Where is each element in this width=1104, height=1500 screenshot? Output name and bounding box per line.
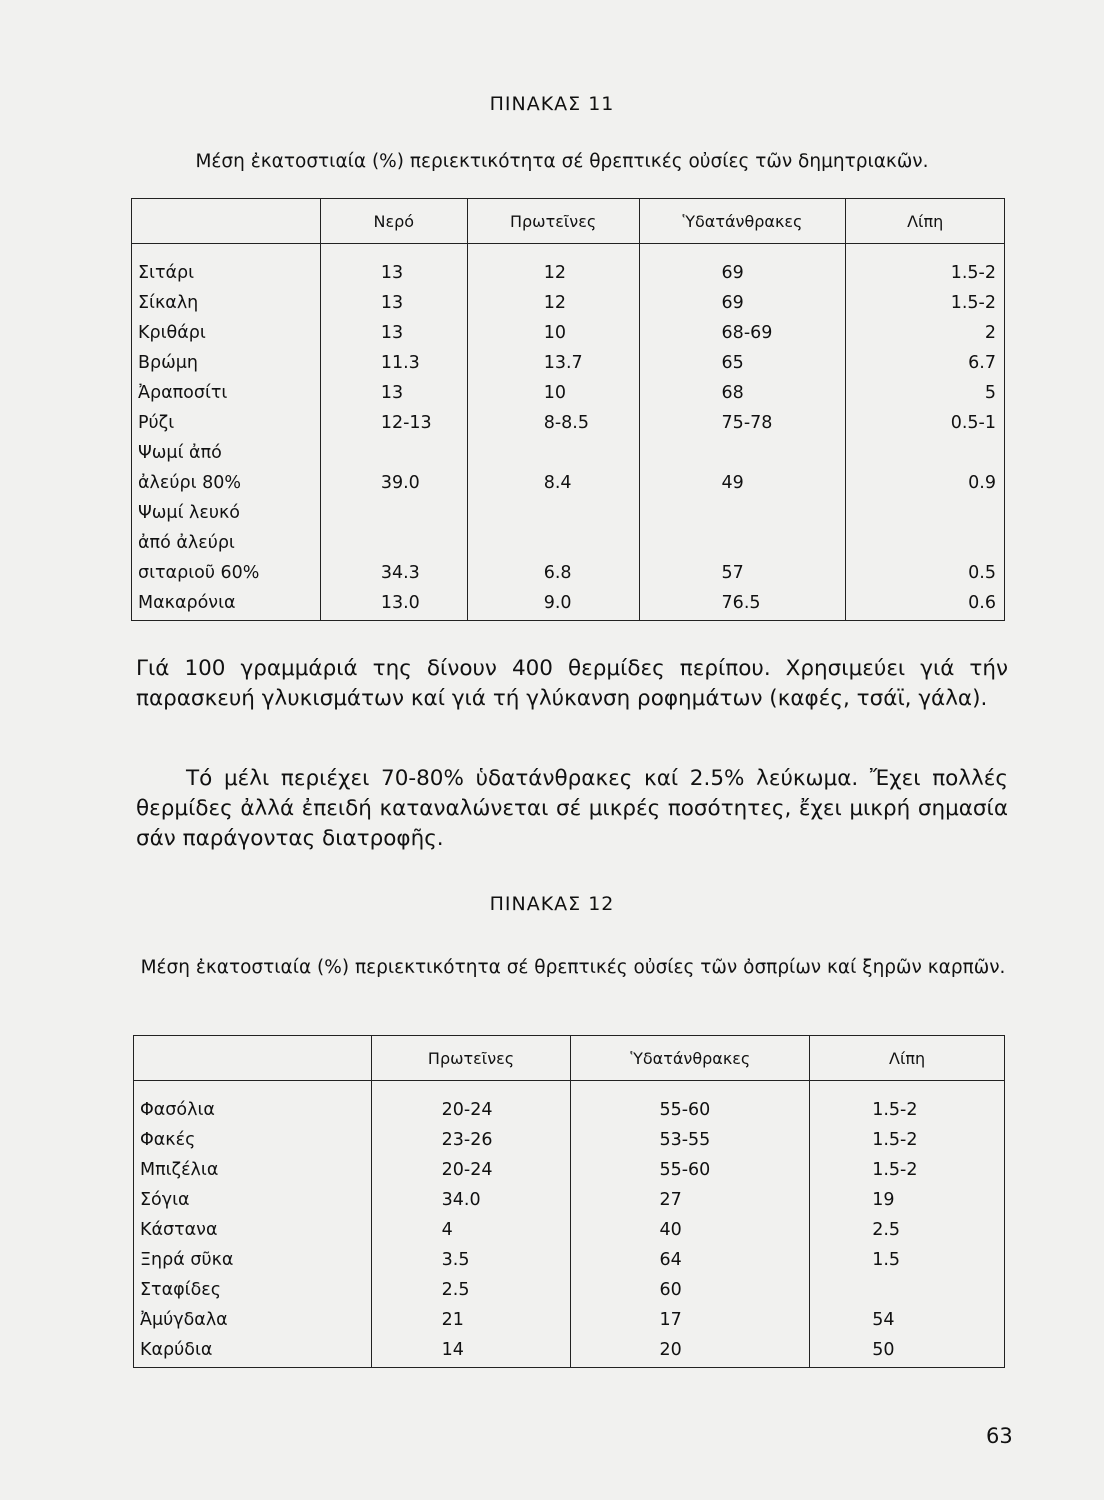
- table-cell: 6.8: [467, 498, 639, 588]
- table-cell: 57: [639, 498, 846, 588]
- table-cell: 0.5-1: [846, 408, 1005, 438]
- table-row: [134, 1275, 1005, 1305]
- table-cell: 13: [320, 244, 467, 289]
- row-label-line: Μπιζέλια: [140, 1160, 219, 1180]
- table-row: [132, 318, 1005, 348]
- table-cell: 19: [810, 1185, 1005, 1215]
- table-cell: 13.0: [320, 588, 467, 621]
- row-label: [132, 378, 321, 408]
- table-cell: 21: [371, 1305, 571, 1335]
- row-label: [132, 318, 321, 348]
- table-row: [132, 378, 1005, 408]
- table-cell: 8.4: [467, 438, 639, 498]
- table-cell: 1.5-2: [810, 1155, 1005, 1185]
- page-number: 63: [986, 1424, 1013, 1448]
- row-label-line: Μακαρόνια: [138, 593, 236, 613]
- table-cell: 10: [467, 318, 639, 348]
- table-cell: 68: [639, 378, 846, 408]
- table-cell: 2: [846, 318, 1005, 348]
- table-cell: 20: [571, 1335, 810, 1368]
- table12: [133, 1035, 1005, 1368]
- table-cell: 1.5-2: [810, 1081, 1005, 1126]
- table-cell: 65: [639, 348, 846, 378]
- table-cell: 13: [320, 378, 467, 408]
- table-cell: 34.0: [371, 1185, 571, 1215]
- row-label-line: Φασόλια: [140, 1100, 215, 1120]
- row-label-line: Ψωμί ἀπό: [138, 443, 222, 463]
- row-label: [134, 1215, 372, 1245]
- row-label-line: Ἀμύγδαλα: [140, 1310, 228, 1330]
- table-cell: 11.3: [320, 348, 467, 378]
- table-cell: 0.6: [846, 588, 1005, 621]
- table-row: [134, 1245, 1005, 1275]
- table11-body: [132, 244, 1005, 621]
- table-cell: 14: [371, 1335, 571, 1368]
- paragraph-sugar: Γιά 100 γραμμάριά της δίνουν 400 θερμίδες περίπου. Χρησιμεύει γιά τήν παρασκευή γλυκισμάτων καί γιά τή γλύκανση ροφημάτων (καφές, τσάϊ, γάλα).: [136, 656, 1008, 711]
- table11-caption: Μέση ἐκατοστιαία (%) περιεκτικότητα σέ θρεπτικές οὐσίες τῶν δημητριακῶν.: [195, 151, 929, 172]
- table-cell: 13: [320, 288, 467, 318]
- table-row: [134, 1081, 1005, 1126]
- table-cell: 76.5: [639, 588, 846, 621]
- table-cell: 10: [467, 378, 639, 408]
- table-row: [134, 1215, 1005, 1245]
- table11-header-4: Λίπη: [846, 199, 1005, 244]
- table-cell: 6.7: [846, 348, 1005, 378]
- row-label-line: Κριθάρι: [138, 323, 206, 343]
- table11-header-1: Νερό: [320, 199, 467, 244]
- row-label-line: Ψωμί λευκό: [138, 503, 241, 523]
- row-label-line: ἀλεύρι 80%: [138, 473, 241, 493]
- row-label-line: Ἀραποσίτι: [138, 383, 228, 403]
- row-label: [132, 244, 321, 289]
- table-cell: 2.5: [810, 1215, 1005, 1245]
- table-cell: [810, 1275, 1005, 1305]
- table-cell: 12: [467, 244, 639, 289]
- table-row: [132, 498, 1005, 588]
- table-cell: 23-26: [371, 1125, 571, 1155]
- table-cell: 1.5-2: [846, 288, 1005, 318]
- row-label: [132, 408, 321, 438]
- table-cell: 34.3: [320, 498, 467, 588]
- row-label: [132, 348, 321, 378]
- row-label-line: Σίκαλη: [138, 293, 199, 313]
- table-cell: 39.0: [320, 438, 467, 498]
- table-cell: 50: [810, 1335, 1005, 1368]
- table12-caption: Μέση ἐκατοστιαία (%) περιεκτικότητα σέ θρεπτικές οὐσίες τῶν ὀσπρίων καί ξηρῶν καρπῶν.: [140, 957, 1006, 978]
- table11-header-2: Πρωτεῖνες: [467, 199, 639, 244]
- row-label-line: Φακές: [140, 1130, 196, 1150]
- table12-header-3: Λίπη: [810, 1036, 1005, 1081]
- table-cell: 49: [639, 438, 846, 498]
- row-label: [132, 498, 321, 588]
- row-label-line: Ρύζι: [138, 413, 175, 433]
- table-cell: 4: [371, 1215, 571, 1245]
- table-cell: 0.5: [846, 498, 1005, 588]
- row-label: [134, 1185, 372, 1215]
- table-cell: 12: [467, 288, 639, 318]
- table-row: [132, 408, 1005, 438]
- table-cell: 17: [571, 1305, 810, 1335]
- table-row: [132, 588, 1005, 621]
- table-row: [132, 244, 1005, 289]
- table-cell: 1.5-2: [846, 244, 1005, 289]
- table11-header-0: [132, 199, 321, 244]
- table12-header-row: [134, 1036, 1005, 1081]
- table-cell: 9.0: [467, 588, 639, 621]
- table-cell: 0.9: [846, 438, 1005, 498]
- row-label: [134, 1081, 372, 1126]
- table-cell: 40: [571, 1215, 810, 1245]
- table11: [131, 198, 1005, 621]
- table-cell: 5: [846, 378, 1005, 408]
- table12-header-1: Πρωτεῖνες: [371, 1036, 571, 1081]
- table-row: [134, 1125, 1005, 1155]
- table-row: [132, 348, 1005, 378]
- row-label: [134, 1245, 372, 1275]
- table-cell: 69: [639, 244, 846, 289]
- table-row: [134, 1185, 1005, 1215]
- row-label-line: ἀπό ἀλεύρι: [138, 533, 235, 553]
- table-cell: 55-60: [571, 1081, 810, 1126]
- row-label-line: Ξηρά σῦκα: [140, 1250, 234, 1270]
- row-label: [134, 1305, 372, 1335]
- table12-header-0: [134, 1036, 372, 1081]
- table-row: [134, 1335, 1005, 1368]
- table-row: [132, 438, 1005, 498]
- row-label-line: Καρύδια: [140, 1340, 213, 1360]
- table12-header-2: Ὑδατάνθρακες: [571, 1036, 810, 1081]
- row-label: [132, 288, 321, 318]
- row-label-line: Βρώμη: [138, 353, 198, 373]
- table-cell: 68-69: [639, 318, 846, 348]
- table-cell: 60: [571, 1275, 810, 1305]
- table-cell: 55-60: [571, 1155, 810, 1185]
- table-row: [132, 288, 1005, 318]
- table11-header-3: Ὑδατάνθρακες: [639, 199, 846, 244]
- row-label-line: Σιτάρι: [138, 263, 195, 283]
- table-cell: 1.5: [810, 1245, 1005, 1275]
- paragraph-honey: Τό μέλι περιέχει 70-80% ὑδατάνθρακες καί 2.5% λεύκωμα. Ἔχει πολλές θερμίδες ἀλλά ἐπειδή καταναλώνεται σέ μικρές ποσότητες, ἔχει μικρή σημασία σάν παράγοντας διατροφῆς.: [136, 766, 1008, 851]
- row-label-line: σιταριοῦ 60%: [138, 563, 260, 583]
- table-cell: 75-78: [639, 408, 846, 438]
- table-cell: 13: [320, 318, 467, 348]
- row-label: [134, 1155, 372, 1185]
- row-label-line: Σόγια: [140, 1190, 190, 1210]
- table11-title: ΠΙΝΑΚΑΣ 11: [489, 93, 615, 115]
- row-label: [132, 588, 321, 621]
- table-row: [134, 1305, 1005, 1335]
- row-label-line: Σταφίδες: [140, 1280, 222, 1300]
- table12-title: ΠΙΝΑΚΑΣ 12: [489, 893, 615, 915]
- table-cell: 27: [571, 1185, 810, 1215]
- row-label: [134, 1335, 372, 1368]
- table-cell: 3.5: [371, 1245, 571, 1275]
- row-label-line: Κάστανα: [140, 1220, 218, 1240]
- table-cell: 13.7: [467, 348, 639, 378]
- table-cell: 53-55: [571, 1125, 810, 1155]
- table-cell: 8-8.5: [467, 408, 639, 438]
- table-cell: 20-24: [371, 1081, 571, 1126]
- table-cell: 64: [571, 1245, 810, 1275]
- table-cell: 12-13: [320, 408, 467, 438]
- table12-body: [134, 1081, 1005, 1368]
- row-label: [132, 438, 321, 498]
- table-cell: 2.5: [371, 1275, 571, 1305]
- table-row: [134, 1155, 1005, 1185]
- table-cell: 69: [639, 288, 846, 318]
- row-label: [134, 1125, 372, 1155]
- row-label: [134, 1275, 372, 1305]
- table11-header-row: [132, 199, 1005, 244]
- table-cell: 20-24: [371, 1155, 571, 1185]
- table-cell: 54: [810, 1305, 1005, 1335]
- table-cell: 1.5-2: [810, 1125, 1005, 1155]
